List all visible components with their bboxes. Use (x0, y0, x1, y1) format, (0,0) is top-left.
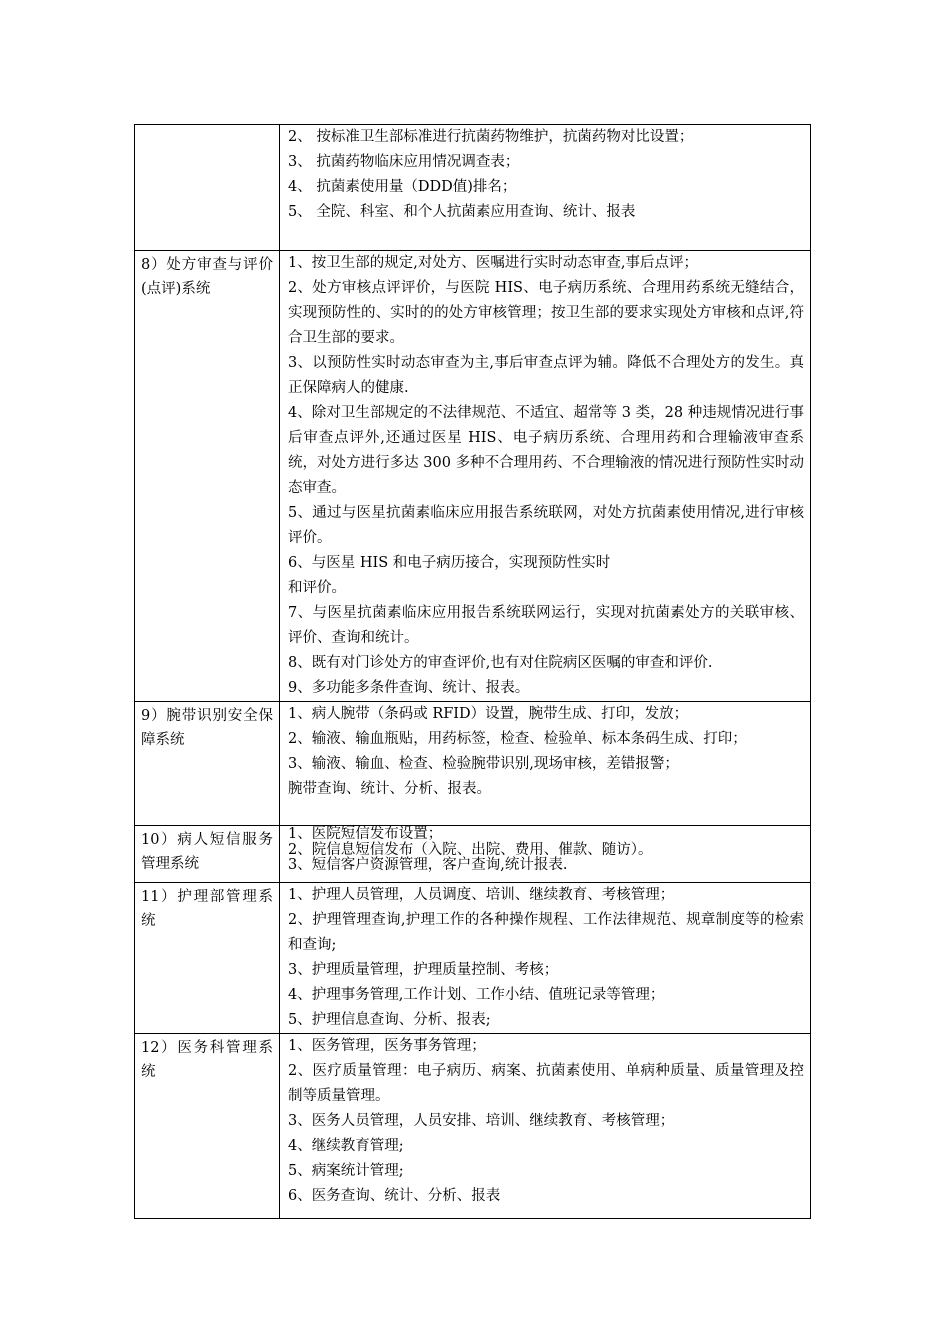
feature-item: 3、短信客户资源管理，客户查询,统计报表. (288, 857, 568, 873)
feature-item: 3、医务人员管理，人员安排、培训、继续教育、考核管理； (288, 1113, 675, 1129)
feature-item: 5、护理信息查询、分析、报表; (288, 1012, 491, 1028)
feature-item: 3、 抗菌药物临床应用情况调查表； (288, 154, 520, 170)
feature-item: 4、继续教育管理; (288, 1138, 404, 1154)
feature-item: 6、与医星 HIS 和电子病历接合，实现预防性实时 (288, 555, 611, 571)
feature-item: 8、既有对门诊处方的审查评价,也有对住院病区医嘱的审查和评价. (288, 655, 713, 671)
table-row (135, 1034, 811, 1219)
feature-item: 3、输液、输血、检查、检验腕带识别,现场审核，差错报警； (288, 756, 679, 772)
feature-list-cell (280, 125, 811, 251)
feature-item: 1、医院短信发布设置； (288, 826, 443, 842)
feature-item: 5、通过与医星抗菌素临床应用报告系统联网，对处方抗菌素使用情况,进行审核评价。 (288, 505, 804, 546)
feature-item: 9、多功能多条件查询、统计、报表。 (288, 680, 530, 696)
system-name-cell: 8）处方审查与评价(点评)系统 (135, 251, 280, 702)
system-name-cell: 10）病人短信服务管理系统 (135, 826, 280, 883)
system-name-cell (135, 125, 280, 251)
feature-list-cell (280, 883, 811, 1034)
feature-item: 1、按卫生部的规定,对处方、医嘱进行实时动态审查,事后点评； (288, 255, 698, 271)
feature-item: 4、护理事务管理,工作计划、工作小结、值班记录等管理； (288, 987, 665, 1003)
table-row (135, 125, 811, 251)
system-name-cell: 11）护理部管理系统 (135, 883, 280, 1034)
feature-item: 3、护理质量管理，护理质量控制、考核； (288, 962, 559, 978)
feature-item: 2、输液、输血瓶贴，用药标签，检查、检验单、标本条码生成、打印； (288, 731, 747, 747)
table-row (135, 883, 811, 1034)
system-name-cell: 9）腕带识别安全保障系统 (135, 702, 280, 826)
feature-item: 1、护理人员管理，人员调度、培训、继续教育、考核管理； (288, 887, 675, 903)
feature-item: 2、医疗质量管理：电子病历、病案、抗菌素使用、单病种质量、质量管理及控制等质量管理。 (288, 1063, 804, 1104)
feature-item: 2、处方审核点评评价，与医院 HIS、电子病历系统、合理用药系统无缝结合，实现预防性的、实时的的处方审核管理；按卫生部的要求实现处方审核和点评,符合卫生部的要求。 (288, 280, 804, 346)
table-row (135, 702, 811, 826)
feature-item: 2、 按标准卫生部标准进行抗菌药物维护，抗菌药物对比设置； (288, 129, 694, 145)
feature-list-cell (280, 1034, 811, 1219)
feature-list-cell (280, 826, 811, 883)
feature-item: 7、与医星抗菌素临床应用报告系统联网运行，实现对抗菌素处方的关联审核、评价、查询和统计。 (288, 605, 804, 646)
table-row (135, 826, 811, 883)
feature-list-cell (280, 702, 811, 826)
system-name-cell: 12）医务科管理系统 (135, 1034, 280, 1219)
feature-item: 腕带查询、统计、分析、报表。 (288, 781, 491, 797)
feature-item: 4、 抗菌素使用量（DDD值)排名； (288, 179, 517, 195)
feature-item: 5、 全院、科室、和个人抗菌素应用查询、统计、报表 (288, 204, 636, 220)
system-feature-table (134, 124, 811, 1219)
feature-item: 1、病人腕带（条码或 RFID）设置，腕带生成、打印，发放； (288, 706, 689, 722)
feature-item: 2、护理管理查询,护理工作的各种操作规程、工作法律规范、规章制度等的检索和查询; (288, 912, 804, 953)
feature-item: 4、除对卫生部规定的不法律规范、不适宜、超常等 3 类，28 种违规情况进行事后审查点评外,还通过医星 HIS、电子病历系统、合理用药和合理输液审查系统，对处方进行多达 300 多种不合理用药、不合理输液的情况进行预防性实时动态审查。 (288, 405, 804, 496)
table-row (135, 251, 811, 702)
feature-list-cell (280, 251, 811, 702)
feature-item: 5、病案统计管理; (288, 1163, 404, 1179)
feature-item: 1、医务管理，医务事务管理； (288, 1038, 486, 1054)
feature-item: 2、院信息短信发布（入院、出院、费用、催款、随访）。 (288, 841, 653, 858)
feature-item: 6、医务查询、统计、分析、报表 (288, 1188, 501, 1204)
feature-item: 和评价。 (288, 580, 346, 596)
feature-item: 3、以预防性实时动态审查为主,事后审查点评为辅。降低不合理处方的发生。真正保障病人的健康. (288, 355, 804, 396)
